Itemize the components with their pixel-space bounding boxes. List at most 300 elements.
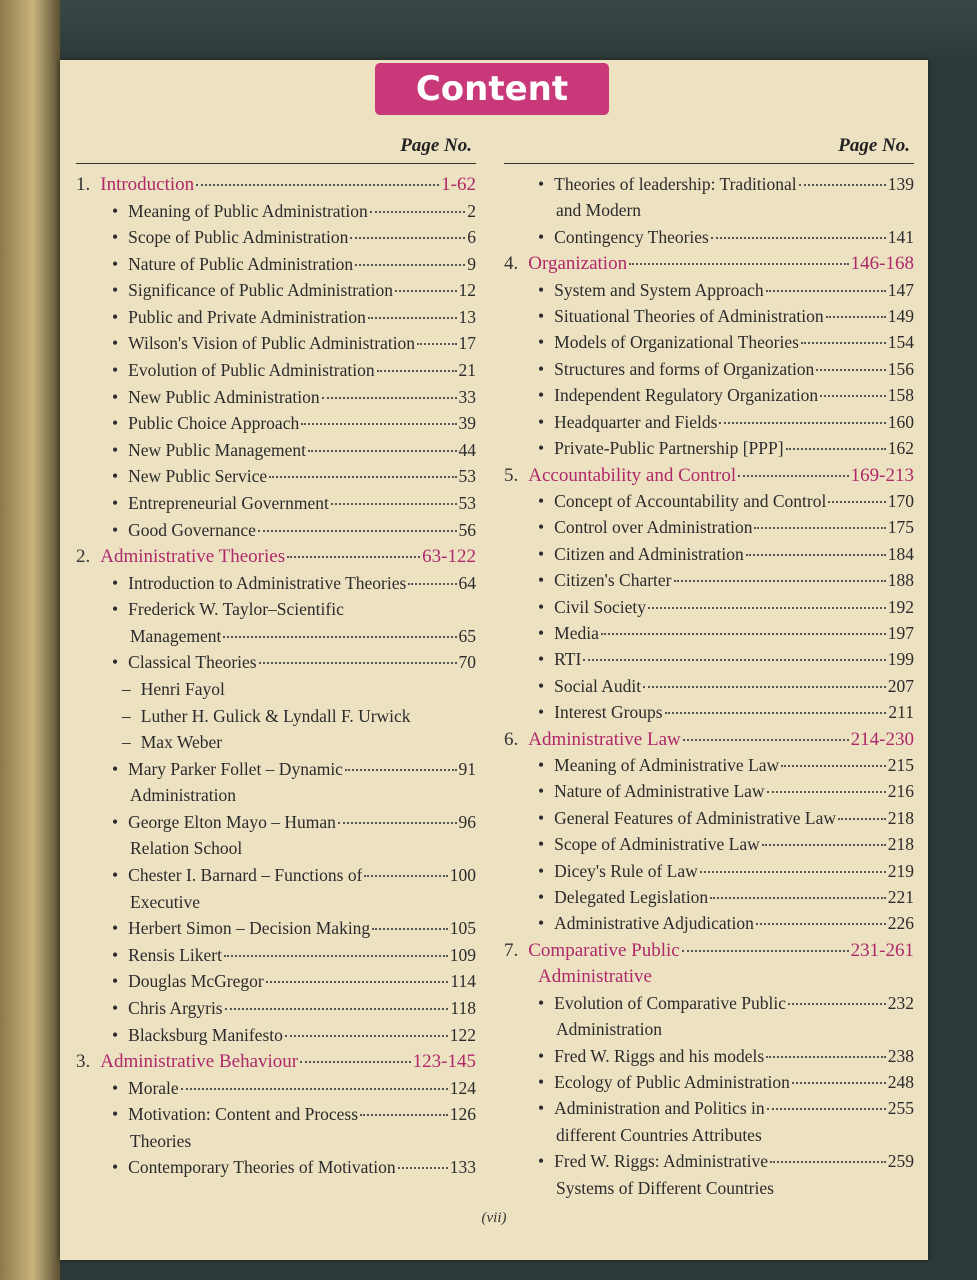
- bullet-icon: •: [538, 385, 545, 406]
- section-number: 3.: [76, 1051, 91, 1073]
- toc-entry: [504, 649, 914, 670]
- bullet-icon: •: [112, 918, 119, 939]
- right-column: [504, 135, 914, 1198]
- dot-leader: [331, 503, 457, 505]
- toc-page-number: 114: [450, 971, 476, 992]
- dot-leader: [767, 1108, 886, 1110]
- toc-page-number: 218: [887, 834, 914, 855]
- dot-leader: [225, 1008, 449, 1010]
- toc-page-number: 248: [887, 1071, 914, 1092]
- toc-entry: [504, 913, 914, 934]
- bullet-icon: •: [538, 649, 545, 670]
- toc-entry-label: General Features of Administrative Law: [554, 807, 836, 828]
- toc-entry: [76, 440, 476, 461]
- toc-page-number: 53: [458, 492, 476, 513]
- toc-entry-label: Administrative Law: [528, 728, 681, 750]
- toc-section-heading: [504, 465, 914, 487]
- toc-entry-label: Concept of Accountability and Control: [554, 490, 827, 511]
- toc-entry-label: Systems of Different Countries: [556, 1177, 774, 1198]
- toc-entry: [504, 359, 914, 380]
- toc-section-heading: [76, 174, 476, 196]
- dot-leader: [287, 556, 420, 558]
- toc-entry-label: Contingency Theories: [554, 226, 709, 247]
- bullet-icon: •: [538, 306, 545, 327]
- toc-page-number: 221: [887, 887, 914, 908]
- toc-entry-label: Theories: [130, 1130, 192, 1151]
- toc-entry: [76, 759, 476, 780]
- toc-page-number: 216: [887, 781, 914, 802]
- bullet-icon: •: [538, 358, 545, 379]
- toc-section-heading: [504, 253, 914, 275]
- toc-entry-label: Scope of Public Administration: [128, 227, 349, 248]
- toc-entry: [504, 1098, 914, 1119]
- section-number: 6.: [504, 728, 519, 750]
- bullet-icon: •: [112, 519, 119, 540]
- toc-entry: [76, 1157, 476, 1178]
- toc-entry: [76, 201, 476, 222]
- dot-leader: [767, 791, 886, 793]
- toc-entry-label: Administrative Behaviour: [100, 1051, 299, 1073]
- toc-page-number: 139: [887, 174, 914, 194]
- dot-leader: [682, 950, 849, 952]
- toc-entry-label: Independent Regulatory Organization: [554, 385, 819, 406]
- toc-page-number: 6: [467, 227, 476, 248]
- dot-leader: [766, 1056, 886, 1058]
- bullet-icon: •: [538, 332, 545, 353]
- dot-leader: [364, 875, 447, 877]
- toc-page-number: 9: [467, 253, 476, 274]
- toc-page-number: 231-261: [850, 939, 914, 961]
- toc-entry: [504, 227, 914, 248]
- bullet-icon: •: [538, 913, 545, 934]
- toc-entry-label: different Countries Attributes: [556, 1124, 762, 1145]
- toc-page-number: 170: [887, 490, 914, 511]
- bullet-icon: •: [538, 174, 545, 194]
- toc-page-number: 63-122: [422, 546, 476, 568]
- toc-entry-label: Henri Fayol: [140, 679, 225, 699]
- bullet-icon: •: [112, 200, 119, 221]
- section-number: 4.: [504, 253, 519, 275]
- toc-entry: [76, 945, 476, 966]
- toc-entry: [504, 887, 914, 908]
- toc-entry: [504, 306, 914, 327]
- dot-leader: [746, 554, 886, 556]
- toc-page-number: 211: [888, 702, 914, 723]
- toc-page-number: 133: [449, 1157, 476, 1178]
- bullet-icon: •: [112, 997, 119, 1018]
- bullet-icon: •: [538, 781, 545, 802]
- bullet-icon: •: [538, 411, 545, 432]
- toc-entry-label: Comparative Public: [528, 939, 680, 961]
- toc-page-number: 175: [887, 517, 914, 538]
- toc-entry-label: Max Weber: [140, 732, 223, 753]
- dot-leader: [710, 897, 886, 899]
- bullet-icon: •: [538, 755, 545, 776]
- dot-leader: [370, 211, 465, 213]
- dot-leader: [301, 423, 456, 425]
- toc-entry: [76, 280, 476, 301]
- toc-entry: [504, 808, 914, 829]
- dot-leader: [355, 264, 465, 266]
- toc-entry-label: Administration: [130, 785, 236, 806]
- toc-entry: [504, 1019, 914, 1040]
- toc-entry: [504, 491, 914, 512]
- toc-entry-label: New Public Administration: [128, 386, 320, 407]
- dot-leader: [308, 450, 456, 452]
- toc-entry: [76, 413, 476, 434]
- toc-page-number: 158: [887, 385, 914, 406]
- toc-entry: [504, 438, 914, 459]
- toc-page-number: 219: [887, 860, 914, 881]
- toc-page-number: 255: [887, 1098, 914, 1119]
- toc-page-number: 70: [458, 652, 476, 673]
- toc-entry-label: Introduction: [100, 174, 195, 195]
- bullet-icon: •: [538, 596, 545, 617]
- toc-page-number: 238: [887, 1045, 914, 1066]
- toc-page-number: 17: [458, 333, 476, 354]
- dot-leader: [683, 739, 849, 741]
- toc-entry-label: New Public Service: [128, 466, 268, 487]
- toc-page-number: 126: [449, 1104, 476, 1125]
- section-number: 7.: [504, 939, 519, 961]
- dot-leader: [801, 342, 886, 344]
- toc-entry-label: Evolution of Public Administration: [128, 360, 375, 381]
- toc-entry-label: Chester I. Barnard – Functions of: [128, 865, 363, 886]
- toc-entry-label: Evolution of Comparative Public: [554, 992, 786, 1013]
- toc-entry: [504, 412, 914, 433]
- bullet-icon: •: [112, 758, 119, 779]
- bullet-icon: •: [112, 492, 119, 513]
- toc-page-number: 149: [887, 306, 914, 327]
- toc-entry-label: Fred W. Riggs: Administrative: [554, 1151, 769, 1172]
- toc-entry: [504, 1178, 914, 1199]
- bullet-icon: •: [538, 279, 545, 300]
- toc-section-heading: [76, 546, 476, 568]
- bullet-icon: •: [538, 226, 545, 247]
- dot-leader: [583, 659, 885, 661]
- bullet-icon: •: [538, 622, 545, 643]
- dot-leader: [786, 448, 886, 450]
- toc-entry-label: Citizen's Charter: [554, 570, 672, 591]
- toc-entry-label: Rensis Likert: [128, 944, 222, 965]
- bullet-icon: •: [112, 1024, 119, 1045]
- toc-entry-label: Morale: [128, 1077, 179, 1098]
- toc-page-number: 65: [458, 625, 476, 646]
- toc-entry: [504, 517, 914, 538]
- toc-page-number: 199: [887, 649, 914, 670]
- page-no-header-right: Page No.: [504, 135, 914, 164]
- toc-page-number: 44: [458, 439, 476, 460]
- dot-leader: [838, 818, 886, 820]
- toc-entry-label: Citizen and Administration: [554, 543, 744, 564]
- dash-marker: –: [122, 679, 131, 699]
- dot-leader: [417, 343, 456, 345]
- bullet-icon: •: [538, 992, 545, 1013]
- bullet-icon: •: [112, 386, 119, 407]
- bullet-icon: •: [538, 543, 545, 564]
- toc-entry-label: Administration and Politics in: [554, 1098, 765, 1119]
- bullet-icon: •: [112, 253, 119, 274]
- dot-leader: [648, 607, 886, 609]
- toc-entry: [504, 1046, 914, 1067]
- bullet-icon: •: [538, 887, 545, 908]
- toc-entry: [76, 254, 476, 275]
- toc-page-number: 184: [887, 543, 914, 564]
- dot-leader: [223, 636, 456, 638]
- toc-page-number: 21: [458, 360, 476, 381]
- toc-entry-label: Administrative: [538, 966, 652, 988]
- toc-entry: [504, 597, 914, 618]
- toc-entry: [76, 865, 476, 886]
- toc-entry-label: System and System Approach: [554, 279, 764, 300]
- toc-entry: [504, 385, 914, 406]
- toc-entry: [504, 623, 914, 644]
- toc-page-number: 160: [887, 411, 914, 432]
- dot-leader: [799, 184, 886, 186]
- toc-entry: [504, 1151, 914, 1172]
- dot-leader: [756, 923, 886, 925]
- bullet-icon: •: [538, 1045, 545, 1066]
- toc-entry: [76, 838, 476, 859]
- toc-entry: [76, 971, 476, 992]
- toc-entry: [76, 732, 476, 753]
- dot-leader: [792, 1082, 886, 1084]
- bullet-icon: •: [538, 860, 545, 881]
- toc-page-number: 1-62: [441, 174, 476, 195]
- dot-leader: [372, 928, 448, 930]
- contents-page: [60, 60, 928, 1260]
- toc-page-number: 2: [467, 200, 476, 221]
- toc-entry-label: Headquarter and Fields: [554, 411, 718, 432]
- dot-leader: [816, 369, 885, 371]
- bullet-icon: •: [538, 807, 545, 828]
- dot-leader: [300, 1061, 411, 1063]
- bullet-icon: •: [112, 599, 119, 620]
- dot-leader: [224, 955, 448, 957]
- toc-entry-label: Private-Public Partnership [PPP]: [554, 438, 784, 459]
- toc-entry: [504, 332, 914, 353]
- toc-page-number: 64: [458, 572, 476, 593]
- toc-entry: [76, 573, 476, 594]
- toc-page-number: 105: [449, 918, 476, 939]
- section-number: 2.: [76, 546, 91, 568]
- bullet-icon: •: [538, 702, 545, 723]
- toc-entry: [76, 892, 476, 913]
- bullet-icon: •: [112, 466, 119, 487]
- toc-page-number: 96: [458, 811, 476, 832]
- toc-entry: [76, 227, 476, 248]
- toc-page-number: 56: [458, 519, 476, 540]
- toc-entry: [504, 834, 914, 855]
- bullet-icon: •: [538, 517, 545, 538]
- toc-page-number: 259: [887, 1151, 914, 1172]
- bullet-icon: •: [538, 1151, 545, 1172]
- page-number-footer: (vii): [481, 1210, 507, 1226]
- dot-leader: [196, 184, 439, 186]
- toc-entry: [76, 998, 476, 1019]
- bullet-icon: •: [538, 1071, 545, 1092]
- dot-leader: [368, 317, 457, 319]
- dot-leader: [828, 501, 885, 503]
- dot-leader: [269, 476, 456, 478]
- toc-entry-label: Accountability and Control: [528, 464, 737, 486]
- toc-entry-label: Interest Groups: [554, 702, 663, 723]
- toc-entry-label: and Modern: [556, 200, 642, 221]
- toc-entry-label: Significance of Public Administration: [128, 280, 394, 301]
- toc-entry: [76, 918, 476, 939]
- toc-section-heading: [504, 940, 914, 962]
- toc-entry: [76, 1078, 476, 1099]
- dot-leader: [345, 769, 457, 771]
- toc-page-number: 207: [887, 675, 914, 696]
- toc-entry-label: Media: [554, 622, 599, 643]
- toc-page-number: 169-213: [850, 464, 914, 486]
- dot-leader: [643, 686, 886, 688]
- dot-leader: [181, 1088, 448, 1090]
- dot-leader: [738, 475, 849, 477]
- dot-leader: [820, 395, 886, 397]
- bullet-icon: •: [112, 413, 119, 434]
- bullet-icon: •: [538, 1098, 545, 1119]
- toc-entry-label: Entrepreneurial Government: [128, 492, 329, 513]
- dot-leader: [266, 981, 449, 983]
- dot-leader: [700, 871, 886, 873]
- dot-leader: [338, 822, 457, 824]
- toc-entry-label: Meaning of Public Administration: [128, 200, 368, 221]
- toc-entry: [76, 493, 476, 514]
- dot-leader: [601, 633, 886, 635]
- toc-page-number: 124: [449, 1077, 476, 1098]
- toc-entry: [504, 200, 914, 221]
- toc-entry-label: Mary Parker Follet – Dynamic: [128, 758, 343, 779]
- dot-leader: [408, 583, 456, 585]
- toc-entry: [504, 993, 914, 1014]
- toc-page-number: 123-145: [412, 1051, 476, 1073]
- bullet-icon: •: [538, 834, 545, 855]
- toc-page-number: 53: [458, 466, 476, 487]
- toc-entry: [504, 174, 914, 195]
- toc-entry: [504, 966, 914, 988]
- toc-entry-label: Contemporary Theories of Motivation: [128, 1157, 396, 1178]
- bullet-icon: •: [112, 652, 119, 673]
- toc-page-number: 146-168: [850, 253, 914, 275]
- bullet-icon: •: [112, 306, 119, 327]
- toc-entry: [76, 333, 476, 354]
- toc-entry-label: Nature of Administrative Law: [554, 781, 765, 802]
- toc-entry-label: Models of Organizational Theories: [554, 332, 799, 353]
- left-column: [76, 135, 476, 1178]
- toc-page-number: 162: [887, 438, 914, 459]
- toc-entry-label: Executive: [130, 891, 200, 912]
- toc-entry: [76, 1025, 476, 1046]
- toc-page-number: 192: [887, 596, 914, 617]
- toc-entry-label: Dicey's Rule of Law: [554, 860, 698, 881]
- bullet-icon: •: [112, 572, 119, 593]
- toc-page-number: 122: [449, 1024, 476, 1045]
- toc-entry: [76, 466, 476, 487]
- toc-entry: [76, 307, 476, 328]
- toc-entry-label: Frederick W. Taylor–Scientific: [128, 599, 344, 620]
- dash-marker: –: [122, 732, 131, 753]
- toc-entry-label: Control over Administration: [554, 517, 753, 538]
- toc-page-number: 39: [458, 413, 476, 434]
- bullet-icon: •: [112, 811, 119, 832]
- toc-entry: [76, 387, 476, 408]
- bullet-icon: •: [112, 280, 119, 301]
- dot-leader: [629, 263, 849, 265]
- toc-entry: [76, 1131, 476, 1152]
- toc-section-heading: [76, 1051, 476, 1073]
- toc-entry: [504, 1125, 914, 1146]
- toc-entry-label: RTI: [554, 649, 582, 670]
- toc-entry: [76, 1104, 476, 1125]
- toc-entry: [76, 812, 476, 833]
- toc-entry: [76, 785, 476, 806]
- toc-entry-label: Situational Theories of Administration: [554, 306, 824, 327]
- section-number: 5.: [504, 464, 519, 486]
- bullet-icon: •: [112, 333, 119, 354]
- toc-page-number: 147: [887, 279, 914, 300]
- dot-leader: [322, 397, 457, 399]
- toc-page-number: 12: [458, 280, 476, 301]
- toc-entry-label: Chris Argyris: [128, 997, 223, 1018]
- toc-entry-label: Administration: [556, 1019, 662, 1040]
- book-spine-edge: [0, 0, 60, 1280]
- dot-leader: [259, 662, 457, 664]
- bullet-icon: •: [538, 570, 545, 591]
- toc-entry-label: Structures and forms of Organization: [554, 358, 815, 379]
- bullet-icon: •: [112, 227, 119, 248]
- bullet-icon: •: [538, 438, 545, 459]
- toc-page-number: 214-230: [850, 728, 914, 750]
- dot-leader: [770, 1161, 886, 1163]
- toc-entry-label: Luther H. Gulick & Lyndall F. Urwick: [140, 705, 411, 726]
- toc-entry-label: Herbert Simon – Decision Making: [128, 918, 371, 939]
- background-top: [0, 0, 977, 60]
- toc-entry-label: Motivation: Content and Process: [128, 1104, 359, 1125]
- toc-entry-label: Douglas McGregor: [128, 971, 264, 992]
- dot-leader: [711, 237, 886, 239]
- toc-entry: [504, 755, 914, 776]
- toc-entry-label: Fred W. Riggs and his models: [554, 1045, 765, 1066]
- dot-leader: [826, 316, 886, 318]
- toc-entry-label: Organization: [528, 253, 628, 275]
- toc-page-number: 232: [887, 992, 914, 1013]
- bullet-icon: •: [112, 439, 119, 460]
- toc-entry-label: Meaning of Administrative Law: [554, 755, 780, 776]
- toc-entry-label: Administrative Theories: [100, 546, 286, 568]
- page-title: Content: [375, 63, 609, 115]
- toc-entry: [76, 360, 476, 381]
- dash-marker: –: [122, 705, 131, 726]
- toc-page-number: 188: [887, 570, 914, 591]
- toc-page-number: 118: [450, 997, 476, 1018]
- dot-leader: [788, 1003, 886, 1005]
- toc-entry-label: Delegated Legislation: [554, 887, 709, 908]
- toc-page-number: 109: [449, 944, 476, 965]
- toc-page-number: 226: [887, 913, 914, 934]
- dot-leader: [762, 844, 886, 846]
- dot-leader: [258, 530, 457, 532]
- dot-leader: [674, 580, 886, 582]
- toc-entry-label: Wilson's Vision of Public Administration: [128, 333, 416, 354]
- bullet-icon: •: [538, 490, 545, 511]
- bullet-icon: •: [112, 1157, 119, 1178]
- toc-entry: [76, 706, 476, 727]
- toc-entry: [504, 544, 914, 565]
- dot-leader: [377, 370, 457, 372]
- toc-entry: [504, 702, 914, 723]
